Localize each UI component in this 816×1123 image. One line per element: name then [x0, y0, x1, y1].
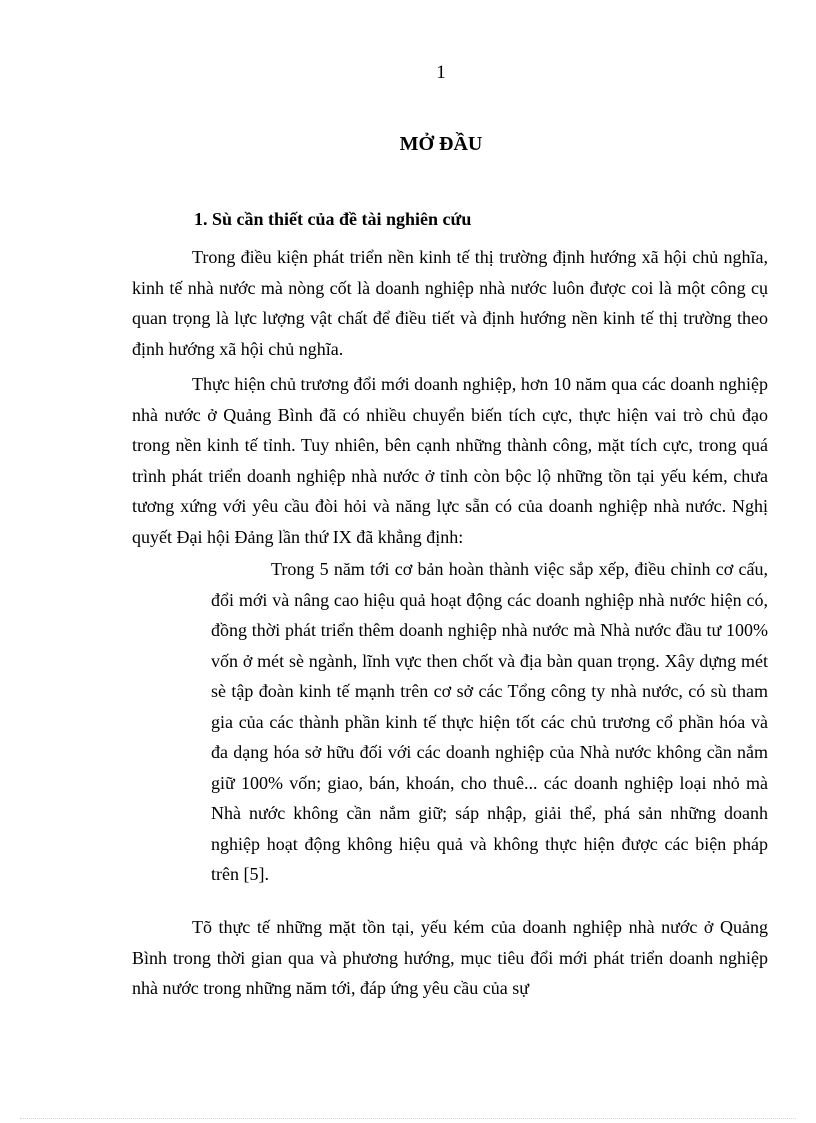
section-heading: 1. Sù cần thiết của đề tài nghiên cứu [194, 209, 472, 229]
paragraph-intro: Trong điều kiện phát triển nền kinh tế thị trường định hướng xã hội chủ nghĩa, kinh tế nhà nước mà nòng cốt là doanh nghiệp nhà nước luôn được coi là một công cụ quan trọng là lực lượng vật chất để điều tiết và định hướng nền kinh tế thị trường theo định hướng xã hội chủ nghĩa. [132, 247, 768, 359]
document-title: MỞ ĐẦU [399, 133, 483, 155]
paragraph-reform: Thực hiện chủ trương đổi mới doanh nghiệp, hơn 10 năm qua các doanh nghiệp nhà nước ở Quảng Bình đã có nhiều chuyển biến tích cực, thực hiện vai trò chủ đạo trong nền kinh tế tỉnh. Tuy nhiên, bên cạnh những thành công, mặt tích cực, trong quá trình phát triển doanh nghiệp nhà nước ở tỉnh còn bộc lộ những tồn tại yếu kém, chưa tương xứng với yêu cầu đòi hỏi và năng lực sẵn có của doanh nghiệp nhà nước. Nghị quyết Đại hội Đảng lần thứ IX đã khẳng định: [132, 374, 768, 547]
page-bottom-divider [20, 1118, 796, 1119]
block-quote-resolution: Trong 5 năm tới cơ bản hoàn thành việc sắp xếp, điều chỉnh cơ cấu, đổi mới và nâng cao hiệu quả hoạt động các doanh nghiệp nhà nước hiện có, đồng thời phát triển thêm doanh nghiệp nhà nước mà Nhà nước đầu tư 100% vốn ở mét sè ngành, lĩnh vực then chốt và địa bàn quan trọng. Xây dựng mét sè tập đoàn kinh tế mạnh trên cơ sở các Tổng công ty nhà nước, có sù tham gia của các thành phần kinh tế thực hiện tốt các chủ trương cổ phần hóa và đa dạng hóa sở hữu đối với các doanh nghiệp của Nhà nước không cần nắm giữ 100% vốn; giao, bán, khoán, cho thuê... các doanh nghiệp loại nhỏ mà Nhà nước không cần nắm giữ; sáp nhập, giải thể, phá sản những doanh nghiệp hoạt động không hiệu quả và không thực hiện được các biện pháp trên [5]. [211, 559, 768, 884]
paragraph-conclusion: Tõ thực tế những mặt tồn tại, yếu kém của doanh nghiệp nhà nước ở Quảng Bình trong thời gian qua và phương hướng, mục tiêu đổi mới phát triển doanh nghiệp nhà nước trong những năm tới, đáp ứng yêu cầu của sự [132, 917, 768, 998]
page-number: 1 [436, 62, 446, 83]
